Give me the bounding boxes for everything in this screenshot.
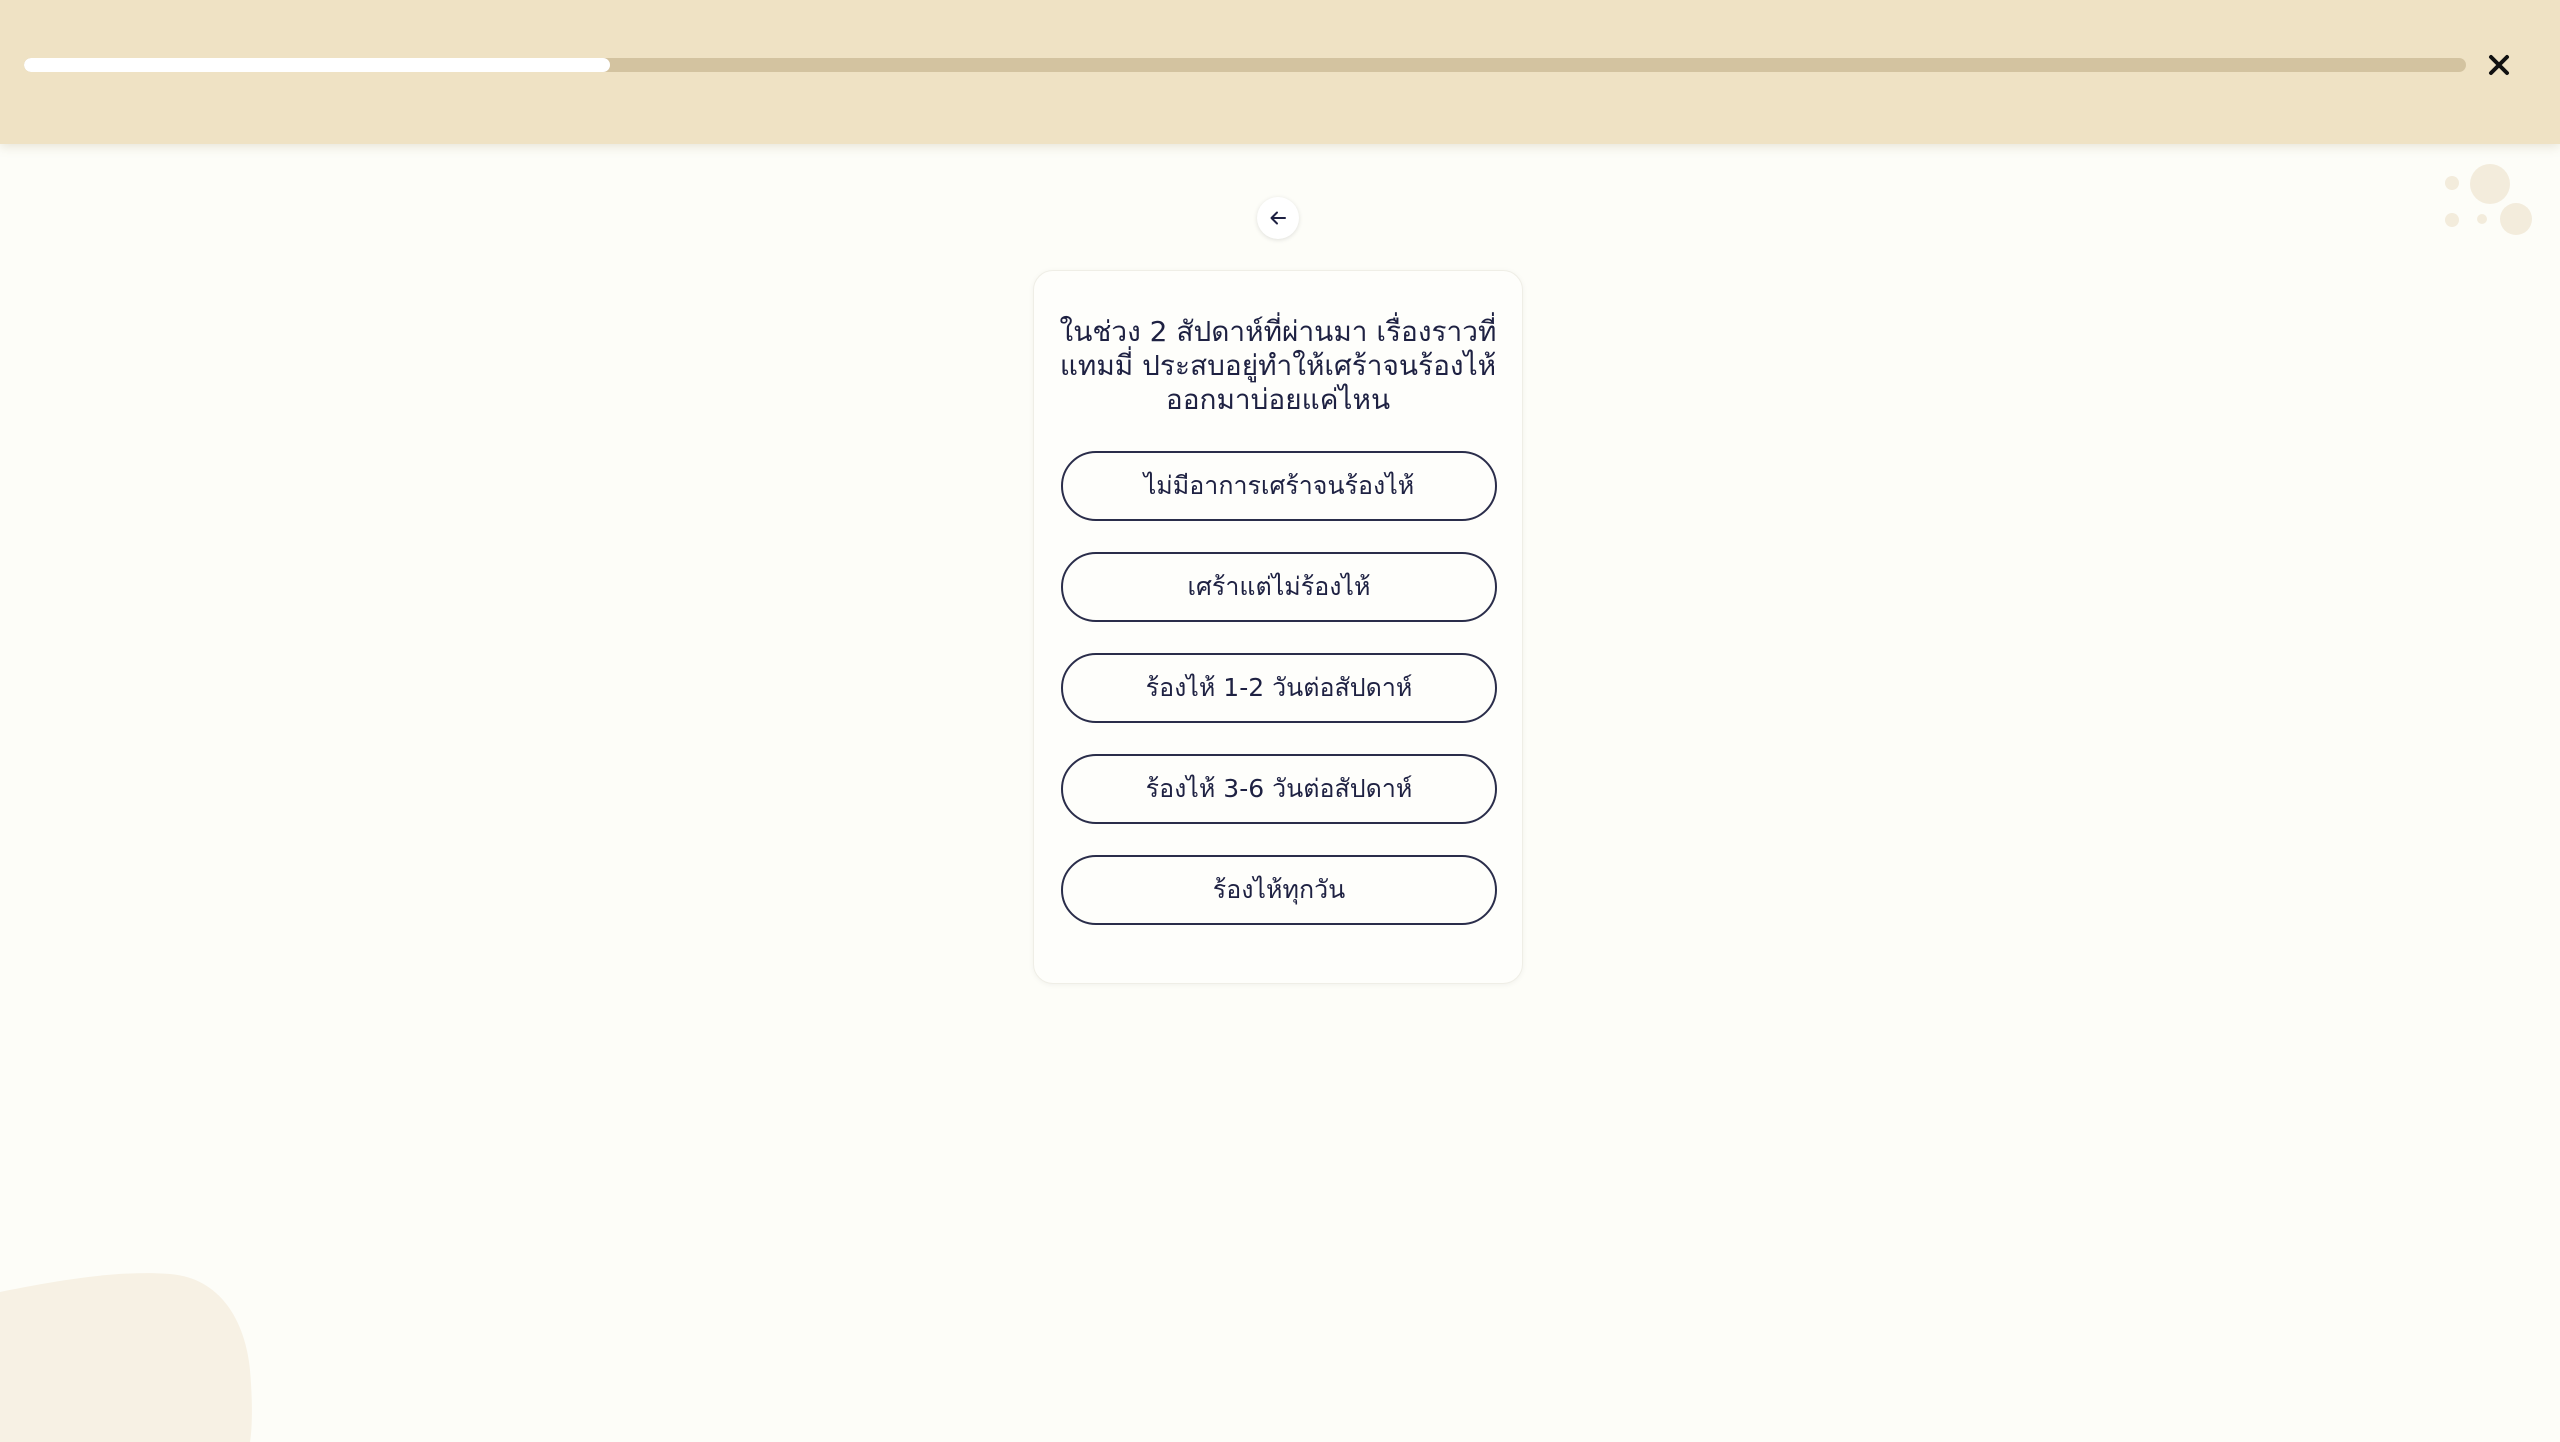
- close-button[interactable]: [2478, 44, 2520, 86]
- progress-bar: [24, 58, 2466, 72]
- answer-options: [1061, 451, 1497, 956]
- progress-bar-fill: [24, 58, 610, 72]
- decorative-bubbles: [2430, 150, 2560, 250]
- answer-option[interactable]: ไม่มีอาการเศร้าจนร้องไห้: [1061, 451, 1497, 521]
- back-button[interactable]: [1257, 197, 1299, 239]
- answer-option[interactable]: ร้องไห้ทุกวัน: [1061, 855, 1497, 925]
- question-card: [1033, 270, 1523, 984]
- decorative-blob: [0, 1260, 260, 1442]
- answer-option[interactable]: เศร้าแต่ไม่ร้องไห้: [1061, 552, 1497, 622]
- arrow-left-icon: [1269, 209, 1287, 227]
- progress-header: [0, 0, 2560, 144]
- question-text: ในช่วง 2 สัปดาห์ที่ผ่านมา เรื่องราวที่แทมมี่ ประสบอยู่ทำให้เศร้าจนร้องไห้ออกมาบ่อยแค่ไหน: [1059, 315, 1497, 416]
- answer-option[interactable]: ร้องไห้ 1-2 วันต่อสัปดาห์: [1061, 653, 1497, 723]
- close-icon: [2488, 54, 2510, 76]
- answer-option[interactable]: ร้องไห้ 3-6 วันต่อสัปดาห์: [1061, 754, 1497, 824]
